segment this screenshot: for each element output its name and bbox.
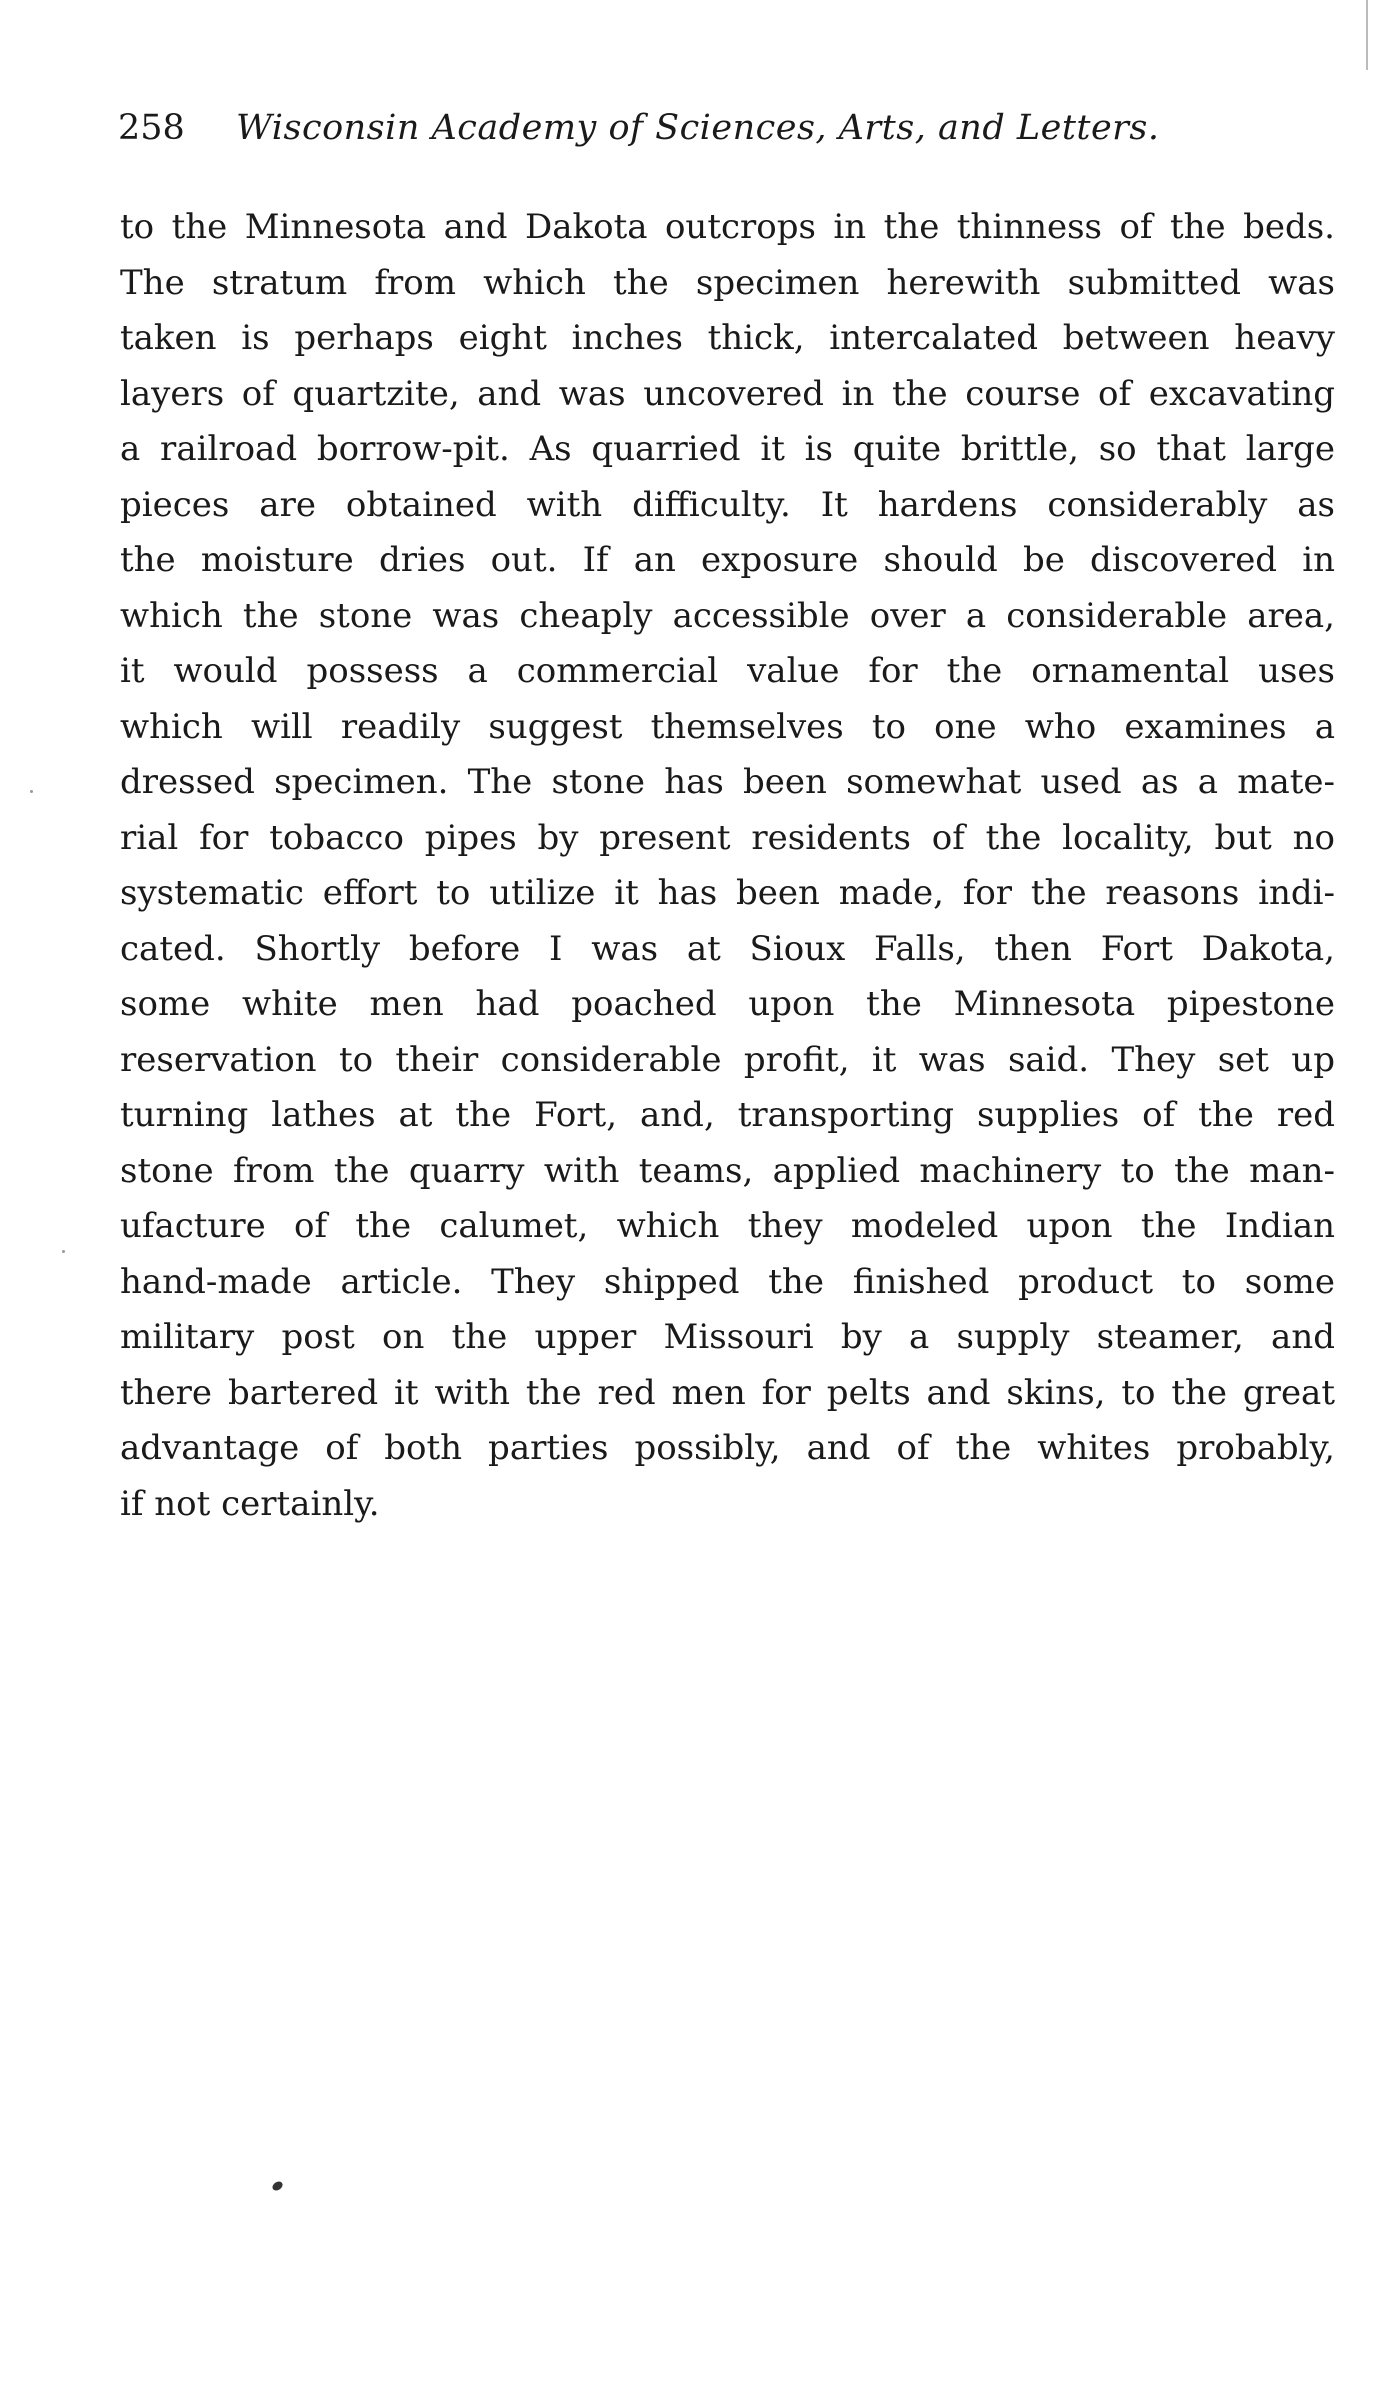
text-line: reservation to their considerable profit, it was said. They set up <box>120 1039 1335 1080</box>
text-line: a railroad borrow-pit. As quarried it is quite brittle, so that large <box>120 429 1335 469</box>
text-line: if not certainly. <box>120 1483 380 1524</box>
scan-edge-mark <box>1366 0 1368 70</box>
text-line: pieces are obtained with difficulty. It hardens considerably as <box>120 484 1335 525</box>
text-line: which will readily suggest themselves to one who examines a <box>120 706 1335 747</box>
text-line: hand-made article. They shipped the finished product to some <box>120 1261 1335 1302</box>
text-line: advantage of both parties possibly, and of the whites probably, <box>120 1428 1335 1468</box>
text-line: taken is perhaps eight inches thick, intercalated between heavy <box>120 318 1335 358</box>
running-head <box>118 98 1248 158</box>
text-line: there bartered it with the red men for pelts and skins, to the great <box>120 1372 1335 1413</box>
text-line: military post on the upper Missouri by a supply steamer, and <box>120 1317 1335 1357</box>
running-title: Wisconsin Academy of Sciences, Arts, and Letters. <box>235 108 1160 148</box>
text-line: the moisture dries out. If an exposure should be discovered in <box>120 540 1335 580</box>
text-line: stone from the quarry with teams, applied machinery to the man- <box>120 1150 1335 1191</box>
text-line: it would possess a commercial value for the ornamental uses <box>120 651 1335 691</box>
text-line: some white men had poached upon the Minnesota pipestone <box>120 984 1335 1024</box>
text-line: which the stone was cheaply accessible over a considerable area, <box>120 595 1335 636</box>
text-line: turning lathes at the Fort, and, transporting supplies of the red <box>120 1095 1335 1135</box>
text-line: dressed specimen. The stone has been somewhat used as a mate- <box>120 762 1335 802</box>
text-line: cated. Shortly before I was at Sioux Falls, then Fort Dakota, <box>120 928 1335 969</box>
ink-speck <box>30 790 33 793</box>
text-line: to the Minnesota and Dakota outcrops in the thinness of the beds. <box>120 207 1335 247</box>
body-paragraph <box>120 200 1335 1532</box>
text-line: The stratum from which the specimen herewith submitted was <box>120 262 1335 303</box>
ink-speck <box>62 1250 65 1253</box>
ink-speck <box>271 2180 285 2193</box>
text-line: rial for tobacco pipes by present residents of the locality, but no <box>120 817 1335 858</box>
page-number: 258 <box>118 108 185 148</box>
text-line: ufacture of the calumet, which they modeled upon the Indian <box>120 1206 1335 1246</box>
text-line: systematic effort to utilize it has been made, for the reasons indi- <box>120 873 1335 913</box>
text-line: layers of quartzite, and was uncovered in the course of excavating <box>120 373 1335 414</box>
